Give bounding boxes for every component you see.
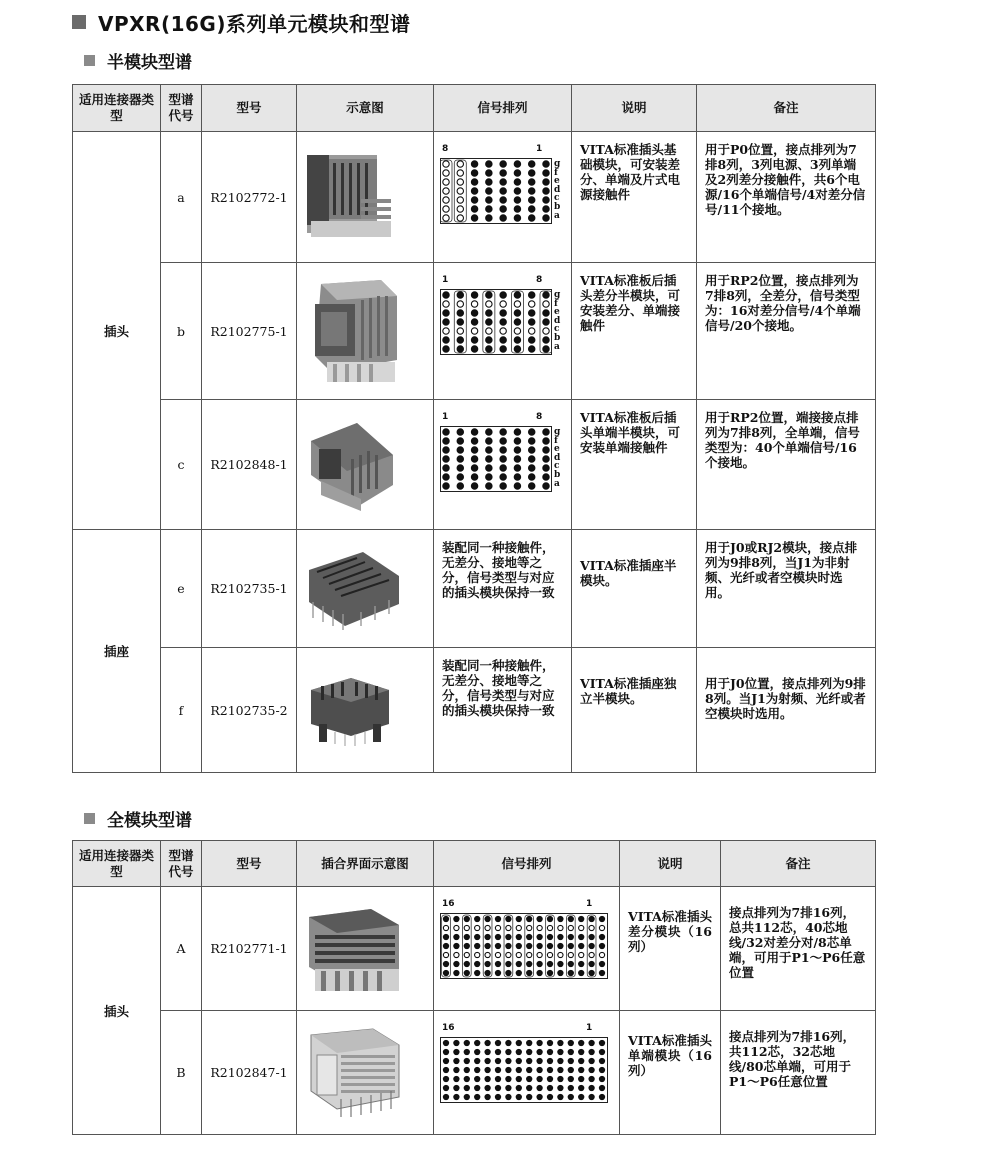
code-cell: e: [161, 530, 202, 648]
model-cell: R2102775-1: [202, 263, 297, 400]
connector-image-cell: [297, 263, 434, 400]
table-row: [73, 887, 876, 1011]
table-row: [73, 530, 876, 648]
description-cell: VITA标准插座独立半模块。: [572, 648, 697, 773]
pin-row-labels: g f e d c b a: [554, 290, 561, 352]
header-cell: 型号: [202, 841, 297, 887]
header-cell: 备注: [697, 85, 876, 132]
code-cell: a: [161, 132, 202, 263]
note-cell: 用于P0位置，接点排列为7排8列，3列电源、3列单端及2列差分接触件，共6个电源/16个单端信号/4对差分信号/11个接地。: [697, 132, 876, 263]
pin-column-left-number: 16: [442, 899, 455, 909]
connector-image-cell: [297, 1011, 434, 1135]
description-cell: VITA标准插头差分模块（16列）: [620, 887, 721, 1011]
pin-column-left-number: 1: [442, 412, 449, 422]
description-cell: VITA标准插头基础模块，可安装差分、单端及片式电源接触件: [572, 132, 697, 263]
pin-column-right-number: 1: [586, 899, 593, 909]
description-cell: VITA标准插座半模块。: [572, 530, 697, 648]
model-cell: R2102735-1: [202, 530, 297, 648]
full-section-heading: [84, 806, 192, 830]
note-cell: 用于J0位置，接点排列为9排8列。当J1为射频、光纤或者空模块时选用。: [697, 648, 876, 773]
half-module-table: [72, 84, 876, 773]
header-cell: 型谱代号: [161, 841, 202, 887]
connector-type-cell: 插座: [73, 530, 161, 773]
connector-receptacle-image: [301, 546, 405, 632]
note-cell: 用于RP2位置，接点排列为7排8列，全差分，信号类型为：16对差分信号/4个单端信号/20个接地。: [697, 263, 876, 400]
connector-plug-image: [301, 276, 405, 386]
note-cell: 接点排列为7排16列，共112芯，32芯地线/80芯单端，可用于P1～P6任意位置: [721, 1011, 876, 1135]
connector-image-cell: [297, 648, 434, 773]
pin-grid-diagram: [440, 289, 552, 355]
pin-column-left-number: 1: [442, 275, 449, 285]
page-title-block: [72, 6, 411, 38]
signal-layout-cell: [434, 263, 572, 400]
half-section-heading: [84, 48, 192, 72]
signal-layout-cell: [434, 887, 620, 1011]
header-cell: 适用连接器类型: [73, 841, 161, 887]
model-cell: R2102772-1: [202, 132, 297, 263]
pin-column-left-number: 16: [442, 1023, 455, 1033]
table-row: [73, 263, 876, 400]
pin-column-right-number: 1: [536, 144, 543, 154]
header-cell: 插合界面示意图: [297, 841, 434, 887]
description-cell: VITA标准板后插头差分半模块，可安装差分、单端接触件: [572, 263, 697, 400]
note-cell: 用于RP2位置，端接接点排列为7排8列，全单端，信号类型为：40个单端信号/16个接地。: [697, 400, 876, 530]
pin-grid-diagram: [440, 426, 552, 492]
table-row: [73, 1011, 876, 1135]
signal-layout-cell: [434, 400, 572, 530]
note-cell: 接点排列为7排16列，总共112芯，40芯地线/32对差分对/8芯单端，可用于P1～P6任意位置: [721, 887, 876, 1011]
pin-grid-diagram: [440, 158, 552, 224]
table-header-row: [73, 85, 876, 132]
model-cell: R2102771-1: [202, 887, 297, 1011]
code-cell: B: [161, 1011, 202, 1135]
square-bullet-icon: [84, 813, 95, 824]
half-heading-text: 半模块型谱: [107, 52, 192, 73]
code-cell: b: [161, 263, 202, 400]
table-row: [73, 648, 876, 773]
model-cell: R2102847-1: [202, 1011, 297, 1135]
pin-column-right-number: 1: [586, 1023, 593, 1033]
connector-plug-image: [301, 903, 405, 995]
pin-column-left-number: 8: [442, 144, 449, 154]
model-cell: R2102848-1: [202, 400, 297, 530]
pin-grid-diagram: [440, 913, 608, 979]
connector-image-cell: [297, 132, 434, 263]
description-cell: VITA标准插头单端模块（16列）: [620, 1011, 721, 1135]
pin-row-labels: g f e d c b a: [554, 159, 561, 221]
connector-plug-image: [301, 1025, 405, 1121]
connector-plug-image: [301, 415, 401, 515]
pin-column-right-number: 8: [536, 275, 543, 285]
connector-plug-image: [301, 149, 397, 245]
header-cell: 备注: [721, 841, 876, 887]
header-cell: 示意图: [297, 85, 434, 132]
connector-image-cell: [297, 400, 434, 530]
signal-layout-cell: [434, 1011, 620, 1135]
header-cell: 信号排列: [434, 85, 572, 132]
pin-grid-diagram: [440, 1037, 608, 1103]
connector-image-cell: [297, 887, 434, 1011]
pin-row-labels: g f e d c b a: [554, 427, 561, 489]
square-bullet-icon: [84, 55, 95, 66]
code-cell: A: [161, 887, 202, 1011]
table-header-row: [73, 841, 876, 887]
note-cell: 用于J0或RJ2模块，接点排列为9排8列，当J1为非射频、光纤或者空模块时选用。: [697, 530, 876, 648]
header-cell: 型号: [202, 85, 297, 132]
signal-layout-cell: [434, 132, 572, 263]
description-cell: VITA标准板后插头单端半模块，可安装单端接触件: [572, 400, 697, 530]
table-row: [73, 400, 876, 530]
header-cell: 说明: [620, 841, 721, 887]
pin-column-right-number: 8: [536, 412, 543, 422]
code-cell: c: [161, 400, 202, 530]
full-heading-text: 全模块型谱: [107, 810, 192, 831]
code-cell: f: [161, 648, 202, 773]
full-module-table: [72, 840, 876, 1135]
signal-description-cell: 装配同一种接触件，无差分、接地等之分，信号类型与对应的插头模块保持一致: [434, 648, 572, 773]
signal-description-cell: 装配同一种接触件，无差分、接地等之分，信号类型与对应的插头模块保持一致: [434, 530, 572, 648]
connector-image-cell: [297, 530, 434, 648]
model-cell: R2102735-2: [202, 648, 297, 773]
table-row: [73, 132, 876, 263]
header-cell: 型谱代号: [161, 85, 202, 132]
connector-receptacle-image: [301, 672, 397, 748]
title-bullet-icon: [72, 15, 86, 29]
header-cell: 信号排列: [434, 841, 620, 887]
header-cell: 适用连接器类型: [73, 85, 161, 132]
header-cell: 说明: [572, 85, 697, 132]
page-title: VPXR(16G)系列单元模块和型谱: [98, 11, 411, 36]
connector-type-cell: 插头: [73, 132, 161, 530]
connector-type-cell: 插头: [73, 887, 161, 1135]
